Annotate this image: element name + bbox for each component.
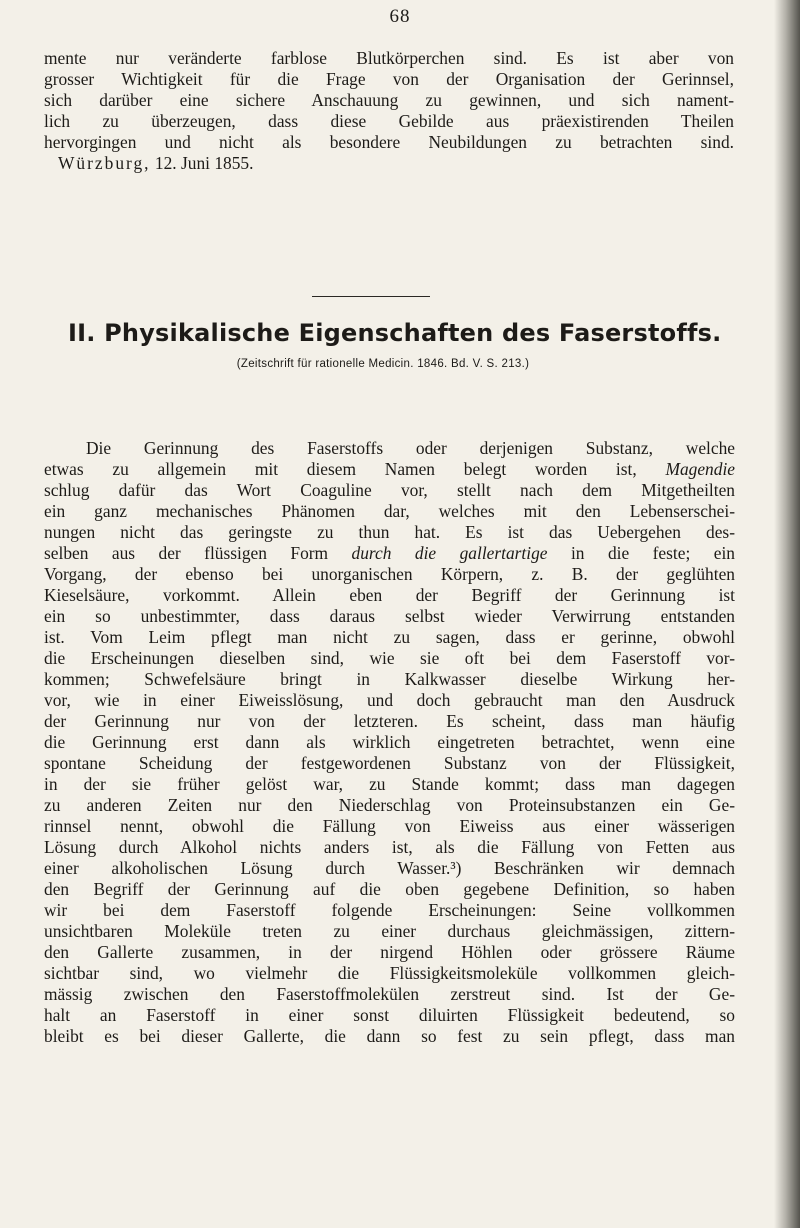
page-number: 68 <box>389 6 411 27</box>
text-line: sich darüber eine sichere Anschauung zu gewinnen, und sich nament- <box>44 90 734 111</box>
page-edge-shadow <box>774 0 800 1228</box>
dateline-place: Würzburg, <box>58 153 151 174</box>
text-line: in der sie früher gelöst war, zu Stande kommt; dass man dagegen <box>44 774 735 795</box>
text-line: spontane Scheidung der festgewordenen Substanz von der Flüssigkeit, <box>44 753 735 774</box>
text-line: hervorgingen und nicht als besondere Neubildungen zu betrachten sind. <box>44 132 734 153</box>
text-line: lich zu überzeugen, dass diese Gebilde aus präexistirenden Theilen <box>44 111 734 132</box>
text-line: vor, wie in einer Eiweisslösung, und doch gebraucht man den Ausdruck <box>44 690 735 711</box>
text-line: wir bei dem Faserstoff folgende Erscheinungen: Seine vollkommen <box>44 900 735 921</box>
text-line: Vorgang, der ebenso bei unorganischen Körpern, z. B. der geglühten <box>44 564 735 585</box>
text-segment: selben aus der flüssigen Form <box>44 543 329 564</box>
text-line: die Gerinnung erst dann als wirklich eingetreten betrachtet, wenn eine <box>44 732 735 753</box>
text-line: ein so unbestimmter, dass daraus selbst wieder Verwirrung entstanden <box>44 606 735 627</box>
text-line: der Gerinnung nur von der letzteren. Es scheint, dass man häufig <box>44 711 735 732</box>
body-paragraph <box>44 438 735 1047</box>
text-line: bleibt es bei dieser Gallerte, die dann so fest zu sein pflegt, dass man <box>44 1026 735 1047</box>
text-line: die Erscheinungen dieselben sind, wie sie oft bei dem Faserstoff vor- <box>44 648 735 669</box>
text-line: den Begriff der Gerinnung auf die oben gegebene Definition, so haben <box>44 879 735 900</box>
emphasis-text: durch die gallertartige <box>351 543 548 564</box>
dateline <box>44 153 734 174</box>
text-line <box>44 459 735 480</box>
section-divider <box>312 296 430 297</box>
text-line: nungen nicht das geringste zu thun hat. Es ist das Uebergehen des- <box>44 522 735 543</box>
text-segment: etwas zu allgemein mit diesem Namen belegt worden ist, <box>44 459 637 480</box>
text-line: einer alkoholischen Lösung durch Wasser.³) Beschränken wir demnach <box>44 858 735 879</box>
text-line: ist. Vom Leim pflegt man nicht zu sagen, dass er gerinne, obwohl <box>44 627 735 648</box>
text-line: zu anderen Zeiten nur den Niederschlag von Proteinsubstanzen ein Ge- <box>44 795 735 816</box>
text-line: Lösung durch Alkohol nichts anders ist, als die Fällung von Fetten aus <box>44 837 735 858</box>
text-line: sichtbar sind, wo vielmehr die Flüssigkeitsmoleküle vollkommen gleich- <box>44 963 735 984</box>
section-source: (Zeitschrift für rationelle Medicin. 1846. Bd. V. S. 213.) <box>236 358 530 370</box>
dateline-date: 12. Juni 1855. <box>154 153 254 174</box>
text-line: Die Gerinnung des Faserstoffs oder derjenigen Substanz, welche <box>86 438 735 458</box>
section-title: II. Physikalische Eigenschaften des Faserstoffs. <box>68 319 722 347</box>
text-line: ein ganz mechanisches Phänomen dar, welches mit den Lebenserschei- <box>44 501 735 522</box>
text-line: Kieselsäure, vorkommt. Allein eben der Begriff der Gerinnung ist <box>44 585 735 606</box>
author-name: Magendie <box>665 459 735 480</box>
intro-paragraph <box>44 48 734 175</box>
text-line: den Gallerte zusammen, in der nirgend Höhlen oder grössere Räume <box>44 942 735 963</box>
text-line: mässig zwischen den Faserstoffmolekülen zerstreut sind. Ist der Ge- <box>44 984 735 1005</box>
text-line: rinnsel nennt, obwohl die Fällung von Eiweiss aus einer wässerigen <box>44 816 735 837</box>
text-line: kommen; Schwefelsäure bringt in Kalkwasser dieselbe Wirkung her- <box>44 669 735 690</box>
text-line <box>44 543 735 564</box>
text-line: schlug dafür das Wort Coaguline vor, stellt nach dem Mitgetheilten <box>44 480 735 501</box>
text-line: unsichtbaren Moleküle treten zu einer durchaus gleichmässigen, zittern- <box>44 921 735 942</box>
text-line: halt an Faserstoff in einer sonst diluirten Flüssigkeit bedeutend, so <box>44 1005 735 1026</box>
text-segment: in die feste; ein <box>570 543 735 564</box>
text-line: mente nur veränderte farblose Blutkörperchen sind. Es ist aber von <box>44 48 734 68</box>
text-line: grosser Wichtigkeit für die Frage von der Organisation der Gerinnsel, <box>44 69 734 90</box>
